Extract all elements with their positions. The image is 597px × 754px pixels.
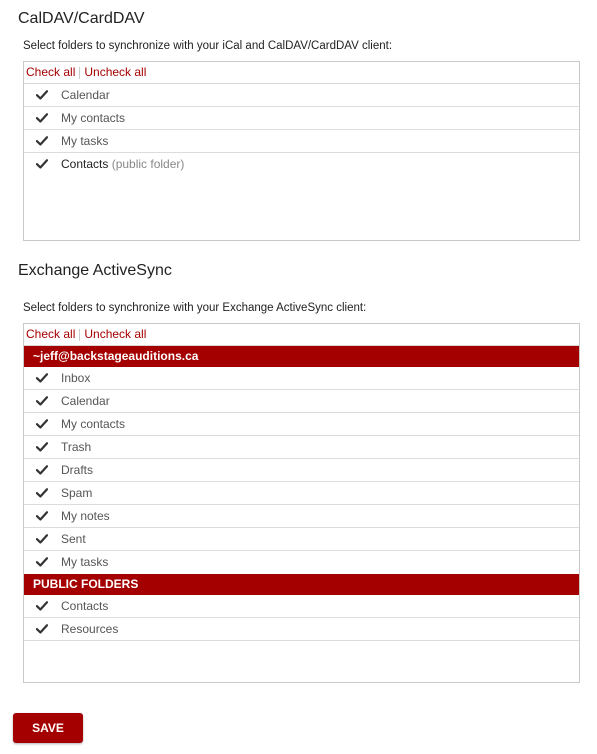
folder-label	[61, 367, 90, 389]
folder-row[interactable]	[24, 107, 579, 130]
folder-label	[61, 390, 110, 412]
activesync-section-title: Exchange ActiveSync	[18, 262, 172, 279]
folder-row[interactable]	[24, 130, 579, 153]
checkmark-icon	[36, 442, 48, 452]
folder-checkbox[interactable]	[36, 556, 48, 568]
checkmark-icon	[36, 488, 48, 498]
checkmark-icon	[36, 90, 48, 100]
folder-name: Inbox	[61, 371, 91, 385]
activesync-uncheck-all-link[interactable]: Uncheck all	[84, 327, 147, 341]
folder-checkbox[interactable]	[36, 89, 48, 101]
folder-name: My notes	[61, 509, 110, 523]
public-folder-rows	[24, 595, 579, 641]
folder-row[interactable]	[24, 84, 579, 107]
folder-checkbox[interactable]	[36, 418, 48, 430]
checkmark-icon	[36, 511, 48, 521]
activesync-folder-list	[23, 323, 580, 683]
folder-label	[61, 107, 125, 129]
toolbar-separator	[79, 329, 80, 341]
caldav-check-all-link[interactable]: Check all	[26, 65, 76, 79]
folder-row[interactable]	[24, 551, 579, 574]
folder-label	[61, 84, 110, 106]
checkmark-icon	[36, 136, 48, 146]
caldav-folder-list	[23, 61, 580, 241]
account-folder-rows	[24, 367, 579, 574]
folder-name: Sent	[61, 532, 86, 546]
folder-checkbox[interactable]	[36, 464, 48, 476]
public-folders-header: PUBLIC FOLDERS	[24, 574, 579, 595]
checkmark-icon	[36, 419, 48, 429]
folder-checkbox[interactable]	[36, 533, 48, 545]
folder-name: Calendar	[61, 88, 110, 102]
folder-name: My contacts	[61, 111, 126, 125]
caldav-section-title: CalDAV/CardDAV	[18, 10, 145, 27]
folder-checkbox[interactable]	[36, 372, 48, 384]
caldav-description: Select folders to synchronize with your iCal and CalDAV/CardDAV client:	[23, 40, 393, 52]
folder-checkbox[interactable]	[36, 600, 48, 612]
folder-note: (public folder)	[111, 157, 185, 171]
folder-checkbox[interactable]	[36, 112, 48, 124]
folder-name: My tasks	[61, 134, 109, 148]
checkmark-icon	[36, 396, 48, 406]
folder-label	[61, 436, 91, 458]
checkmark-icon	[36, 373, 48, 383]
save-button[interactable]: SAVE	[13, 713, 83, 743]
folder-label	[61, 528, 86, 550]
folder-label	[61, 618, 118, 640]
folder-label	[61, 595, 108, 617]
folder-label	[61, 153, 184, 175]
folder-row[interactable]	[24, 618, 579, 641]
folder-checkbox[interactable]	[36, 135, 48, 147]
folder-checkbox[interactable]	[36, 441, 48, 453]
checkmark-icon	[36, 601, 48, 611]
folder-row[interactable]	[24, 595, 579, 618]
folder-label	[61, 551, 108, 573]
folder-name: Contacts	[61, 599, 109, 613]
checkmark-icon	[36, 534, 48, 544]
folder-name: My contacts	[61, 417, 126, 431]
folder-checkbox[interactable]	[36, 623, 48, 635]
checkmark-icon	[36, 624, 48, 634]
folder-checkbox[interactable]	[36, 158, 48, 170]
folder-row[interactable]	[24, 482, 579, 505]
caldav-toolbar	[24, 62, 579, 84]
folder-row[interactable]	[24, 459, 579, 482]
folder-checkbox[interactable]	[36, 510, 48, 522]
folder-label	[61, 482, 92, 504]
activesync-description: Select folders to synchronize with your Exchange ActiveSync client:	[23, 302, 367, 314]
folder-name: Contacts	[61, 157, 109, 171]
checkmark-icon	[36, 113, 48, 123]
folder-row[interactable]	[24, 413, 579, 436]
folder-row[interactable]	[24, 528, 579, 551]
folder-name: Trash	[61, 440, 92, 454]
activesync-toolbar	[24, 324, 579, 346]
account-group-header: ~jeff@backstageauditions.ca	[24, 346, 579, 367]
activesync-check-all-link[interactable]: Check all	[26, 327, 76, 341]
folder-name: Calendar	[61, 394, 110, 408]
checkmark-icon	[36, 465, 48, 475]
folder-row[interactable]	[24, 436, 579, 459]
toolbar-separator	[79, 67, 80, 79]
checkmark-icon	[36, 159, 48, 169]
checkmark-icon	[36, 557, 48, 567]
folder-checkbox[interactable]	[36, 395, 48, 407]
folder-label	[61, 130, 108, 152]
folder-row[interactable]	[24, 367, 579, 390]
folder-checkbox[interactable]	[36, 487, 48, 499]
folder-label	[61, 413, 125, 435]
folder-row[interactable]	[24, 153, 579, 176]
folder-name: My tasks	[61, 555, 109, 569]
folder-row[interactable]	[24, 390, 579, 413]
folder-label	[61, 505, 110, 527]
folder-name: Drafts	[61, 463, 94, 477]
folder-row[interactable]	[24, 505, 579, 528]
folder-name: Spam	[61, 486, 93, 500]
folder-name: Resources	[61, 622, 119, 636]
folder-label	[61, 459, 93, 481]
caldav-uncheck-all-link[interactable]: Uncheck all	[84, 65, 147, 79]
caldav-rows	[24, 84, 579, 176]
